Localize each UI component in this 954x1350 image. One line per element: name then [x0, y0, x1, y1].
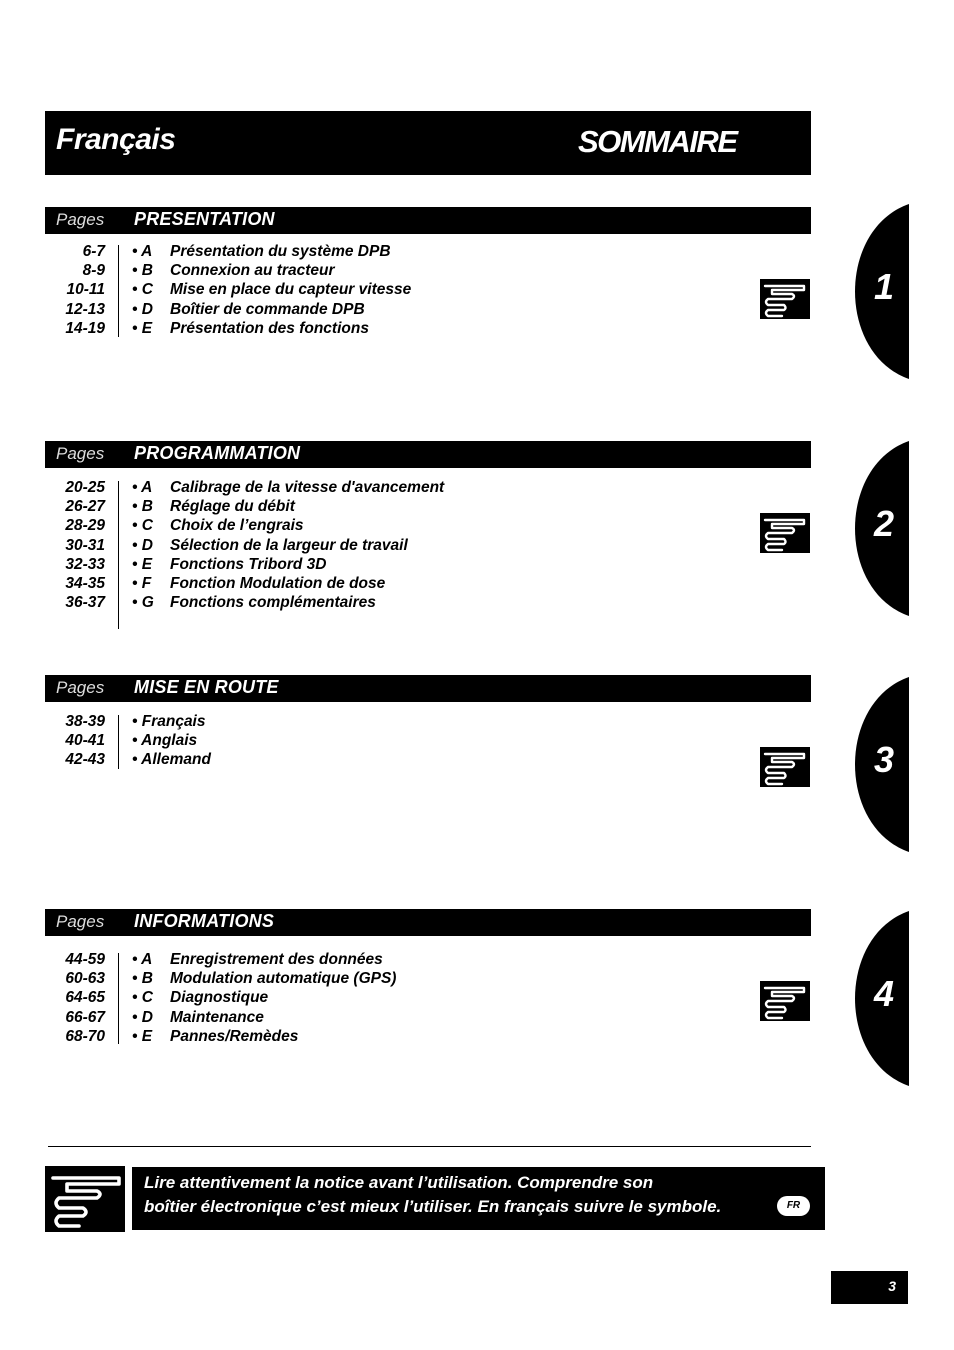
chapter-tab-2[interactable]: [852, 441, 912, 616]
toc-row[interactable]: [45, 281, 565, 300]
toc-pages: 40-41: [65, 732, 105, 750]
pages-label: Pages: [56, 444, 105, 463]
section-header-programmation: [45, 441, 811, 468]
section-items-programmation: [45, 479, 565, 613]
pages-label: Pages: [56, 210, 105, 229]
toc-pages: 38-39: [65, 713, 105, 730]
toc-letter: • E: [132, 1027, 153, 1045]
toc-letter: • Anglais: [132, 732, 198, 750]
section-header-presentation: [45, 207, 811, 234]
toc-row[interactable]: [45, 262, 565, 281]
toc-row[interactable]: [45, 732, 565, 751]
toc-letter: • C: [132, 517, 153, 535]
toc-text: Boîtier de commande DPB: [170, 300, 365, 318]
toc-text: Choix de l’engrais: [170, 517, 304, 535]
notice-line-1: Lire attentivement la notice avant l’utilisation. Comprendre son: [144, 1173, 654, 1192]
toc-text: Modulation automatique (GPS): [170, 970, 397, 988]
toc-row[interactable]: [45, 301, 565, 320]
toc-letter: • A: [132, 951, 153, 968]
toc-row[interactable]: [45, 1009, 565, 1028]
toc-pages: 14-19: [65, 319, 105, 337]
toc-pages: 20-25: [65, 479, 105, 496]
toc-letter: • F: [132, 574, 152, 592]
toc-letter: • E: [132, 555, 153, 573]
toc-text: Sélection de la largeur de travail: [170, 536, 408, 554]
section-title: PROGRAMMATION: [134, 443, 301, 463]
section-title: INFORMATIONS: [134, 911, 275, 931]
chapter-number: 3: [874, 739, 895, 780]
toc-letter: • E: [132, 319, 153, 337]
toc-pages: 68-70: [65, 1027, 105, 1045]
toc-text: Enregistrement des données: [170, 951, 383, 968]
toc-pages: 64-65: [65, 989, 105, 1007]
toc-text: Maintenance: [170, 1008, 264, 1026]
toc-row[interactable]: [45, 989, 565, 1008]
toc-row[interactable]: [45, 970, 565, 989]
language-badge: FR: [777, 1196, 810, 1216]
toc-text: Mise en place du capteur vitesse: [170, 281, 412, 299]
toc-pages: 30-31: [65, 536, 105, 554]
toc-pages: 26-27: [65, 498, 105, 516]
language-title: Français: [56, 123, 176, 156]
section-header-informations: [45, 909, 811, 936]
toc-text: Pannes/Remèdes: [170, 1027, 299, 1045]
chapter-number: 1: [874, 266, 895, 307]
toc-letter: • G: [132, 594, 154, 612]
toc-row[interactable]: [45, 594, 565, 613]
toc-text: Réglage du débit: [170, 498, 295, 516]
toc-text: Diagnostique: [170, 989, 269, 1007]
pointing-hand-icon: [760, 513, 810, 553]
section-items-mise-en-route: [45, 713, 565, 771]
toc-row[interactable]: [45, 951, 565, 970]
section-items-presentation: [45, 243, 565, 339]
toc-pages: 44-59: [65, 951, 105, 968]
toc-pages: 34-35: [65, 574, 105, 592]
pointing-hand-icon: [760, 981, 810, 1021]
notice-box: [132, 1167, 825, 1230]
toc-pages: 60-63: [65, 970, 105, 988]
toc-row[interactable]: [45, 498, 565, 517]
section-items-informations: [45, 951, 565, 1047]
toc-text: Fonctions complémentaires: [170, 594, 376, 612]
pointing-hand-icon: [760, 279, 810, 319]
toc-letter: • C: [132, 281, 153, 299]
header-bar: [45, 111, 811, 175]
toc-letter: • D: [132, 300, 153, 318]
pages-label: Pages: [56, 678, 105, 697]
page-title: SOMMAIRE: [578, 124, 737, 159]
toc-row[interactable]: [45, 713, 565, 732]
toc-text: Connexion au tracteur: [170, 262, 335, 280]
toc-letter: • A: [132, 479, 153, 496]
toc-pages: 36-37: [65, 594, 105, 612]
section-title: MISE EN ROUTE: [134, 677, 279, 697]
section-header-mise-en-route: [45, 675, 811, 702]
pointing-hand-icon: [760, 747, 810, 787]
toc-letter: • B: [132, 970, 153, 988]
toc-letter: • C: [132, 989, 153, 1007]
toc-letter: • Allemand: [132, 751, 211, 769]
toc-row[interactable]: [45, 243, 565, 262]
pages-label: Pages: [56, 912, 105, 931]
toc-pages: 10-11: [66, 281, 105, 299]
chapter-number: 4: [874, 973, 895, 1014]
divider-rule: [48, 1146, 811, 1147]
toc-pages: 12-13: [65, 300, 105, 318]
toc-row[interactable]: [45, 751, 565, 770]
toc-text: Calibrage de la vitesse d'avancement: [170, 479, 445, 496]
toc-pages: 28-29: [65, 517, 105, 535]
section-title: PRESENTATION: [134, 209, 275, 229]
toc-text: Fonctions Tribord 3D: [170, 555, 327, 573]
toc-pages: 6-7: [82, 243, 105, 260]
toc-text: Présentation des fonctions: [170, 319, 369, 337]
page-number-box: [831, 1271, 908, 1304]
toc-row[interactable]: [45, 517, 565, 536]
toc-letter: • D: [132, 536, 153, 554]
chapter-tab-1[interactable]: [852, 204, 912, 379]
toc-row[interactable]: [45, 556, 565, 575]
chapter-tab-3[interactable]: [852, 677, 912, 852]
toc-letter: • Français: [132, 713, 206, 730]
toc-row[interactable]: [45, 1028, 565, 1047]
toc-row[interactable]: [45, 537, 565, 556]
toc-pages: 66-67: [65, 1008, 105, 1026]
toc-pages: 8-9: [82, 262, 105, 280]
toc-row[interactable]: [45, 479, 565, 498]
toc-letter: • B: [132, 498, 153, 516]
notice-line-2: boîtier électronique c’est mieux l’utiliser. En français suivre le symbole.: [144, 1197, 722, 1216]
toc-row[interactable]: [45, 320, 565, 339]
toc-row[interactable]: [45, 575, 565, 594]
toc-letter: • A: [132, 243, 153, 260]
chapter-number: 2: [874, 503, 895, 544]
toc-letter: • B: [132, 262, 153, 280]
pointing-hand-icon: [45, 1166, 125, 1232]
toc-text: Présentation du système DPB: [170, 243, 391, 260]
toc-pages: 32-33: [65, 555, 105, 573]
toc-letter: • D: [132, 1008, 153, 1026]
chapter-tab-4[interactable]: [852, 911, 912, 1086]
page-number: 3: [888, 1278, 896, 1294]
toc-pages: 42-43: [65, 751, 105, 769]
toc-text: Fonction Modulation de dose: [170, 574, 386, 592]
